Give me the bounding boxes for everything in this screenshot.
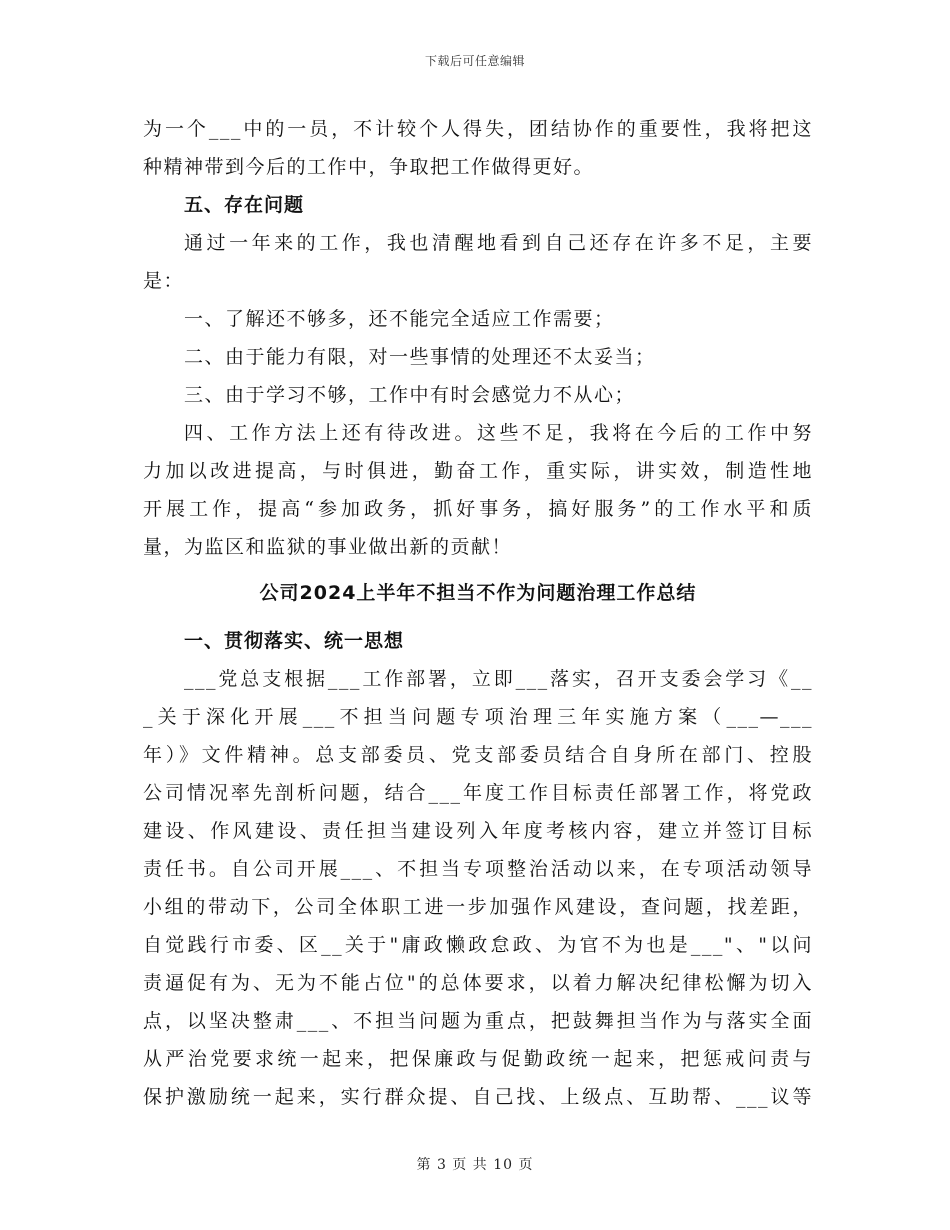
paragraph-line: 四、工作方法上还有待改进。这些不足，我将在今后的工作中努 xyxy=(184,422,813,444)
document-body xyxy=(143,110,813,1116)
paragraph-line: 是： xyxy=(143,270,185,292)
list-item: 二、由于能力有限，对一些事情的处理还不太妥当； xyxy=(184,346,656,368)
list-item: 一、了解还不够多，还不能完全适应工作需要； xyxy=(184,308,615,330)
paragraph-line: 开展工作，提高“参加政务，抓好事务，搞好服务”的工作水平和质 xyxy=(143,498,813,520)
page-number: 第 3 页 共 10 页 xyxy=(416,1157,534,1173)
section-heading: 五、存在问题 xyxy=(184,194,305,216)
paragraph-line: 建设、作风建设、责任担当建设列入年度考核内容，建立并签订目标 xyxy=(143,820,813,842)
paragraph-line: 为一个___中的一员，不计较个人得失，团结协作的重要性，我将把这 xyxy=(143,118,813,140)
paragraph-line: 从严治党要求统一起来，把保廉政与促勤政统一起来，把惩戒问责与 xyxy=(143,1048,813,1070)
paragraph-line: 点，以坚决整肃___、不担当问题为重点，把鼓舞担当作为与落实全面 xyxy=(143,1010,813,1032)
section-heading: 一、贯彻落实、统一思想 xyxy=(184,630,405,652)
paragraph-line: 力加以改进提高，与时俱进，勤奋工作，重实际，讲实效，制造性地 xyxy=(143,460,813,482)
paragraph-line: 保护激励统一起来，实行群众提、自己找、上级点、互助帮、___议等 xyxy=(143,1086,813,1108)
paragraph-line: 公司情况率先剖析问题，结合___年度工作目标责任部署工作，将党政 xyxy=(143,782,813,804)
paragraph-line: 自觉践行市委、区__关于"庸政懒政怠政、为官不为也是___"、"以问 xyxy=(143,934,813,956)
paragraph-line: 量，为监区和监狱的事业做出新的贡献！ xyxy=(143,536,513,558)
list-item: 三、由于学习不够，工作中有时会感觉力不从心； xyxy=(184,384,636,406)
page-header: 下载后可任意编辑 xyxy=(424,54,525,68)
paragraph-line: 年）》文件精神。总支部委员、党支部委员结合自身所在部门、控股 xyxy=(143,744,813,766)
paragraph-line: _关于深化开展___不担当问题专项治理三年实施方案（___—___ xyxy=(143,706,813,728)
paragraph-line: 种精神带到今后的工作中，争取把工作做得更好。 xyxy=(143,156,595,178)
paragraph-line: ___党总支根据___工作部署，立即___落实，召开支委会学习《__ xyxy=(184,668,813,690)
article-title: 公司2024上半年不担当不作为问题治理工作总结 xyxy=(259,582,697,604)
paragraph-line: 小组的带动下，公司全体职工进一步加强作风建设，查问题，找差距， xyxy=(143,896,813,918)
paragraph-line: 责逼促有为、无为不能占位"的总体要求，以着力解决纪律松懈为切入 xyxy=(143,972,813,994)
paragraph-line: 通过一年来的工作，我也清醒地看到自己还存在许多不足，主要 xyxy=(184,232,813,254)
paragraph-line: 责任书。自公司开展___、不担当专项整治活动以来，在专项活动领导 xyxy=(143,858,813,880)
